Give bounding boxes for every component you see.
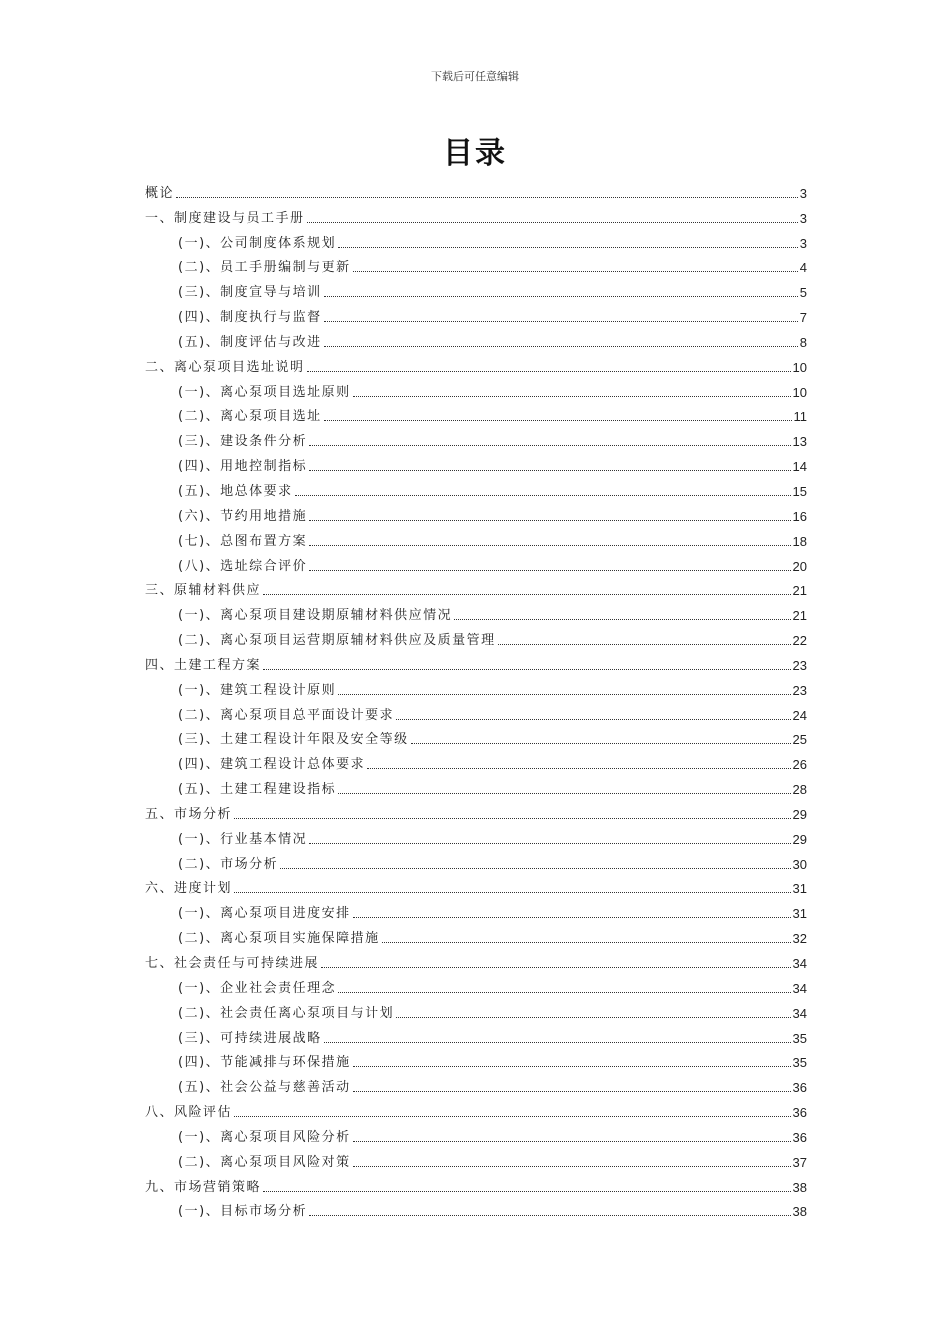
- header-note: 下载后可任意编辑: [431, 70, 519, 83]
- toc-entry[interactable]: [145, 227, 807, 252]
- toc-entry[interactable]: [145, 947, 807, 972]
- toc-entry-label: (二)、市场分析: [178, 856, 279, 872]
- toc-entry-label: (五)、制度评估与改进: [178, 334, 322, 350]
- toc-dot-leader: [324, 420, 792, 421]
- toc-entry-label: 六、进度计划: [145, 881, 233, 897]
- toc-dot-leader: [353, 271, 798, 272]
- toc-entry-page-number: 15: [792, 483, 807, 499]
- toc-dot-leader: [309, 1215, 790, 1216]
- toc-entry[interactable]: [145, 1171, 807, 1196]
- toc-entry-label: (三)、制度宣导与培训: [178, 285, 322, 301]
- toc-dot-leader: [353, 396, 791, 397]
- toc-dot-leader: [367, 768, 790, 769]
- toc-dot-leader: [353, 1091, 791, 1092]
- toc-entry[interactable]: [145, 202, 807, 227]
- toc-dot-leader: [309, 545, 790, 546]
- toc-dot-leader: [321, 967, 791, 968]
- toc-entry-page-number: 31: [792, 881, 807, 897]
- toc-dot-leader: [309, 470, 790, 471]
- toc-entry-page-number: 11: [793, 409, 807, 425]
- toc-dot-leader: [324, 346, 798, 347]
- toc-entry-label: (四)、用地控制指标: [178, 459, 308, 475]
- toc-entry-label: 三、原辅材料供应: [145, 583, 262, 599]
- toc-entry-page-number: 34: [792, 980, 807, 996]
- toc-dot-leader: [324, 1042, 791, 1043]
- toc-dot-leader: [411, 743, 791, 744]
- toc-entry-page-number: 30: [792, 856, 807, 872]
- toc-entry[interactable]: [145, 972, 807, 997]
- toc-entry-page-number: 20: [792, 558, 807, 574]
- toc-entry-page-number: 29: [792, 806, 807, 822]
- toc-entry-page-number: 5: [799, 285, 807, 301]
- toc-entry-label: (七)、总图布置方案: [178, 533, 308, 549]
- page-title: 目录: [443, 136, 507, 171]
- toc-dot-leader: [309, 445, 790, 446]
- toc-dot-leader: [307, 371, 791, 372]
- toc-dot-leader: [353, 1066, 791, 1067]
- table-of-contents: [145, 177, 807, 1220]
- toc-entry[interactable]: [145, 301, 807, 326]
- toc-entry[interactable]: [145, 624, 807, 649]
- toc-entry[interactable]: [145, 1071, 807, 1096]
- toc-entry[interactable]: [145, 1022, 807, 1047]
- toc-entry-label: (一)、离心泵项目选址原则: [178, 384, 351, 400]
- toc-entry-page-number: 14: [792, 459, 807, 475]
- toc-entry-page-number: 35: [792, 1055, 807, 1071]
- toc-entry-label: (一)、目标市场分析: [178, 1204, 308, 1220]
- toc-entry[interactable]: [145, 425, 807, 450]
- toc-entry[interactable]: [145, 873, 807, 898]
- toc-entry[interactable]: [145, 674, 807, 699]
- toc-entry[interactable]: [145, 376, 807, 401]
- toc-dot-leader: [309, 520, 790, 521]
- toc-entry-page-number: 36: [792, 1080, 807, 1096]
- toc-entry-page-number: 4: [799, 260, 807, 276]
- toc-entry-page-number: 23: [792, 682, 807, 698]
- toc-entry-page-number: 31: [792, 906, 807, 922]
- toc-dot-leader: [234, 892, 791, 893]
- toc-entry-page-number: 23: [792, 657, 807, 673]
- toc-entry[interactable]: [145, 1146, 807, 1171]
- toc-dot-leader: [234, 1116, 791, 1117]
- toc-dot-leader: [382, 942, 791, 943]
- toc-entry-page-number: 36: [792, 1129, 807, 1145]
- toc-entry[interactable]: [145, 550, 807, 575]
- toc-entry[interactable]: [145, 450, 807, 475]
- toc-entry-label: 九、市场营销策略: [145, 1179, 262, 1195]
- toc-entry-page-number: 37: [792, 1154, 807, 1170]
- toc-entry-page-number: 7: [799, 310, 807, 326]
- toc-entry[interactable]: [145, 177, 807, 202]
- toc-dot-leader: [396, 1017, 790, 1018]
- toc-entry-page-number: 35: [792, 1030, 807, 1046]
- toc-entry[interactable]: [145, 252, 807, 277]
- toc-entry-page-number: 36: [792, 1105, 807, 1121]
- toc-entry-label: (二)、离心泵项目总平面设计要求: [178, 707, 395, 723]
- toc-entry-label: 四、土建工程方案: [145, 657, 262, 673]
- toc-dot-leader: [353, 1141, 791, 1142]
- toc-entry-label: (五)、土建工程建设指标: [178, 782, 337, 798]
- toc-entry-page-number: 3: [799, 210, 807, 226]
- toc-entry-page-number: 38: [792, 1179, 807, 1195]
- toc-entry-label: (二)、离心泵项目实施保障措施: [178, 931, 380, 947]
- toc-entry-page-number: 25: [792, 732, 807, 748]
- toc-entry-page-number: 21: [792, 608, 807, 624]
- toc-dot-leader: [263, 669, 791, 670]
- toc-entry-label: 一、制度建设与员工手册: [145, 210, 305, 226]
- toc-entry-page-number: 3: [799, 235, 807, 251]
- toc-entry-label: (一)、建筑工程设计原则: [178, 682, 337, 698]
- toc-entry[interactable]: [145, 1047, 807, 1072]
- toc-dot-leader: [324, 321, 798, 322]
- toc-entry-label: (三)、土建工程设计年限及安全等级: [178, 732, 409, 748]
- toc-entry-label: (二)、离心泵项目选址: [178, 409, 322, 425]
- toc-entry-page-number: 16: [792, 508, 807, 524]
- toc-entry[interactable]: [145, 748, 807, 773]
- toc-entry[interactable]: [145, 351, 807, 376]
- toc-entry-label: (八)、选址综合评价: [178, 558, 308, 574]
- toc-entry-label: (三)、建设条件分析: [178, 434, 308, 450]
- toc-dot-leader: [338, 694, 790, 695]
- toc-entry[interactable]: [145, 699, 807, 724]
- toc-entry-label: (一)、离心泵项目风险分析: [178, 1129, 351, 1145]
- toc-dot-leader: [295, 495, 791, 496]
- toc-entry[interactable]: [145, 649, 807, 674]
- toc-dot-leader: [454, 619, 790, 620]
- toc-entry-page-number: 26: [792, 757, 807, 773]
- toc-entry-label: 二、离心泵项目选址说明: [145, 359, 305, 375]
- toc-entry[interactable]: [145, 773, 807, 798]
- toc-dot-leader: [307, 222, 798, 223]
- toc-dot-leader: [338, 992, 790, 993]
- toc-entry-page-number: 13: [792, 434, 807, 450]
- toc-entry[interactable]: [145, 500, 807, 525]
- toc-entry[interactable]: [145, 599, 807, 624]
- toc-dot-leader: [498, 644, 791, 645]
- toc-entry-label: (四)、建筑工程设计总体要求: [178, 757, 366, 773]
- toc-entry-label: (五)、社会公益与慈善活动: [178, 1080, 351, 1096]
- toc-entry[interactable]: [145, 276, 807, 301]
- toc-entry[interactable]: [145, 922, 807, 947]
- toc-entry-label: (二)、离心泵项目风险对策: [178, 1154, 351, 1170]
- toc-dot-leader: [263, 594, 791, 595]
- toc-entry-label: (一)、企业社会责任理念: [178, 980, 337, 996]
- toc-entry-page-number: 10: [792, 359, 807, 375]
- toc-dot-leader: [396, 719, 790, 720]
- toc-entry-label: 八、风险评估: [145, 1105, 233, 1121]
- toc-dot-leader: [324, 296, 798, 297]
- toc-entry-label: (三)、可持续进展战略: [178, 1030, 322, 1046]
- toc-entry-page-number: 29: [792, 831, 807, 847]
- toc-entry-label: 概论: [145, 185, 175, 201]
- toc-entry-label: (一)、公司制度体系规划: [178, 235, 337, 251]
- toc-entry-page-number: 32: [792, 931, 807, 947]
- toc-entry[interactable]: [145, 475, 807, 500]
- toc-entry-page-number: 28: [792, 782, 807, 798]
- toc-dot-leader: [338, 247, 798, 248]
- toc-entry-label: 五、市场分析: [145, 806, 233, 822]
- toc-dot-leader: [280, 868, 790, 869]
- toc-entry-label: (一)、离心泵项目建设期原辅材料供应情况: [178, 608, 453, 624]
- toc-entry-page-number: 38: [792, 1204, 807, 1220]
- toc-entry[interactable]: [145, 1096, 807, 1121]
- toc-entry[interactable]: [145, 401, 807, 426]
- toc-entry[interactable]: [145, 575, 807, 600]
- toc-entry[interactable]: [145, 1196, 807, 1221]
- toc-entry[interactable]: [145, 798, 807, 823]
- toc-entry[interactable]: [145, 897, 807, 922]
- toc-entry-page-number: 18: [792, 533, 807, 549]
- toc-dot-leader: [309, 570, 790, 571]
- toc-entry-page-number: 10: [792, 384, 807, 400]
- toc-entry-label: 七、社会责任与可持续进展: [145, 956, 320, 971]
- toc-entry-label: (一)、行业基本情况: [178, 831, 308, 847]
- toc-entry-label: (二)、员工手册编制与更新: [178, 260, 351, 276]
- toc-entry-label: (二)、社会责任离心泵项目与计划: [178, 1005, 395, 1021]
- toc-dot-leader: [176, 197, 798, 198]
- toc-entry-page-number: 8: [799, 334, 807, 350]
- toc-entry[interactable]: [145, 823, 807, 848]
- toc-dot-leader: [338, 793, 790, 794]
- toc-entry-page-number: 22: [792, 633, 807, 649]
- toc-entry[interactable]: [145, 724, 807, 749]
- toc-entry-label: (四)、节能减排与环保措施: [178, 1055, 351, 1071]
- toc-entry-page-number: 24: [792, 707, 807, 723]
- toc-entry[interactable]: [145, 997, 807, 1022]
- toc-dot-leader: [263, 1191, 791, 1192]
- toc-dot-leader: [309, 843, 790, 844]
- toc-entry-label: (一)、离心泵项目进度安排: [178, 906, 351, 922]
- toc-entry-label: (五)、地总体要求: [178, 483, 293, 499]
- toc-dot-leader: [353, 1166, 791, 1167]
- toc-entry-label: (二)、离心泵项目运营期原辅材料供应及质量管理: [178, 633, 496, 649]
- toc-entry-page-number: 34: [792, 1005, 807, 1021]
- toc-entry[interactable]: [145, 1121, 807, 1146]
- toc-entry[interactable]: [145, 848, 807, 873]
- toc-dot-leader: [353, 917, 791, 918]
- toc-entry[interactable]: [145, 326, 807, 351]
- toc-entry-label: (六)、节约用地措施: [178, 508, 308, 524]
- toc-entry-page-number: 21: [792, 583, 807, 599]
- toc-dot-leader: [234, 818, 791, 819]
- toc-entry-page-number: 3: [799, 185, 807, 201]
- toc-entry[interactable]: [145, 525, 807, 550]
- toc-entry-label: (四)、制度执行与监督: [178, 310, 322, 326]
- toc-entry-page-number: 34: [792, 956, 807, 971]
